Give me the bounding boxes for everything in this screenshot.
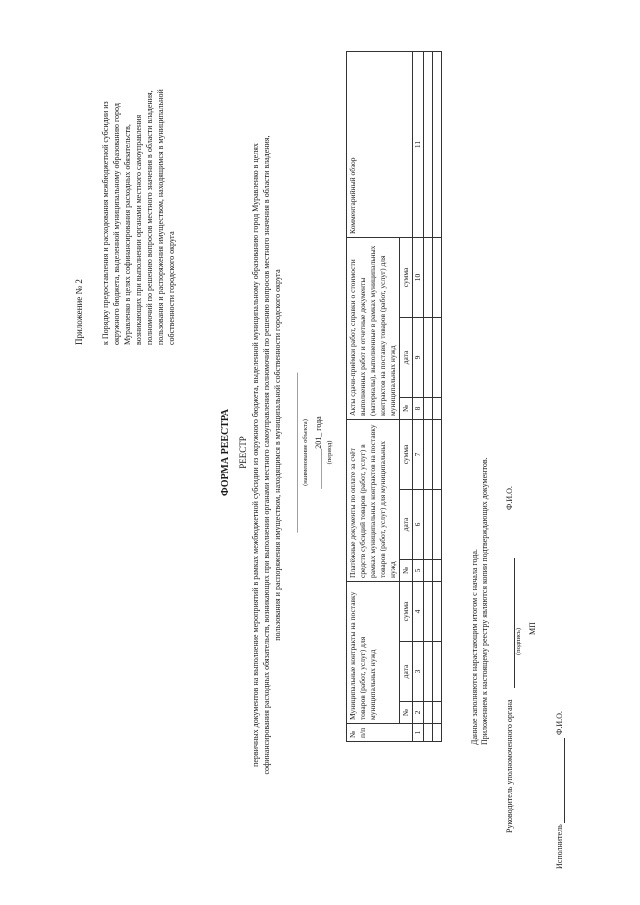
stamp-place-label: МП bbox=[528, 622, 537, 635]
table-cell bbox=[424, 581, 433, 641]
table-cell bbox=[424, 51, 433, 237]
period-line: __________201_ года bbox=[314, 416, 323, 489]
table-cell bbox=[424, 559, 433, 581]
table-cell bbox=[424, 724, 433, 742]
note-accumulation: Данные заполняются нарастающим итогом с начала года. bbox=[470, 549, 479, 745]
column-number: 8 bbox=[413, 397, 424, 419]
appendix-text: к Порядку предоставления и расходования межбюджетной субсидии из окружного бюджета, выделенной муниципальному образованию город Муравленко в целях софинансирования расходных обязательств, возникающих при выполнении органами местного самоуправления полномочий по решению вопросов местного значения в области владения, пользования и распоряжения имуществом, находящимся в муниципальной собственности городского округа bbox=[101, 89, 176, 345]
table-cell bbox=[433, 397, 442, 419]
subheader-sum: сумма bbox=[400, 581, 413, 641]
table-cell bbox=[433, 317, 442, 397]
table-cell bbox=[424, 397, 433, 419]
object-name-caption: (наименование объекта) bbox=[302, 419, 309, 486]
note-attachments: Приложением к настоящему реестру являются копии подтверждающих документов. bbox=[480, 457, 489, 745]
table-row bbox=[433, 51, 442, 741]
object-name-line: ________________________________________ bbox=[290, 372, 299, 533]
head-fio-label: Ф.И.О. bbox=[505, 486, 514, 510]
subheader-date: дата bbox=[400, 642, 413, 702]
table-cell bbox=[433, 51, 442, 237]
subheader-sum: сумма bbox=[400, 237, 413, 317]
column-number: 10 bbox=[413, 237, 424, 317]
column-number: 1 bbox=[413, 724, 424, 742]
table-cell bbox=[424, 237, 433, 317]
subheader-date: дата bbox=[400, 317, 413, 397]
column-number: 4 bbox=[413, 581, 424, 641]
subheader-no: № bbox=[400, 397, 413, 419]
table-cell bbox=[424, 419, 433, 489]
table-cell bbox=[424, 489, 433, 559]
executor-signature-line bbox=[555, 738, 565, 823]
subheader-sum: сумма bbox=[400, 419, 413, 489]
executor-label: Исполнитель bbox=[555, 824, 564, 869]
executor-fio-label: Ф.И.О. bbox=[555, 711, 564, 735]
column-number: 9 bbox=[413, 317, 424, 397]
head-signature-label: Руководитель уполномоченного органа bbox=[505, 699, 514, 833]
column-number: 6 bbox=[413, 489, 424, 559]
table-cell bbox=[433, 724, 442, 742]
column-number: 2 bbox=[413, 702, 424, 724]
column-number: 7 bbox=[413, 419, 424, 489]
subheader-no: № bbox=[400, 559, 413, 581]
table-row bbox=[424, 51, 433, 741]
register-title: РЕЕСТР bbox=[238, 436, 248, 469]
subheader-no: № bbox=[400, 702, 413, 724]
header-row-number: № п/п bbox=[347, 724, 413, 742]
column-number: 5 bbox=[413, 559, 424, 581]
table-cell bbox=[433, 419, 442, 489]
header-payments: Платёжные документы по оплате за счёт средств субсидий товаров (работ, услуг) в рамках муниципальных контрактов на поставку товаров (работ, услуг) для муниципальных нужд bbox=[347, 419, 400, 581]
column-numbers-row bbox=[413, 51, 424, 741]
period-caption: (период) bbox=[326, 440, 333, 465]
table-cell bbox=[424, 702, 433, 724]
column-number: 11 bbox=[413, 51, 424, 237]
appendix-title: Приложение № 2 bbox=[74, 279, 84, 345]
table-cell bbox=[433, 237, 442, 317]
header-acts: Акты сдачи-приёмки работ, справки о стоимости выполненных работ и отчетные документы (материалы), выполненные в рамках муниципальных контрактов на поставку товаров (работ, услуг) для муниципальных нужд bbox=[347, 237, 400, 419]
table-cell bbox=[424, 642, 433, 702]
table-header-row bbox=[347, 51, 400, 741]
table-cell bbox=[433, 559, 442, 581]
register-table bbox=[346, 51, 442, 742]
table-cell bbox=[433, 489, 442, 559]
table-cell bbox=[433, 581, 442, 641]
table-cell bbox=[424, 317, 433, 397]
table-cell bbox=[433, 642, 442, 702]
form-title: ФОРМА РЕЕСТРА bbox=[220, 409, 231, 496]
head-signature-line bbox=[505, 558, 515, 688]
table-cell bbox=[433, 702, 442, 724]
register-description: первичных документов на выполнение мероприятий в рамках межбюджетной субсидии из окружного бюджета, выделенной муниципальному образованию город Муравленко в целях софинансирования расходных обязательств, возникающих при выполнении органами местного самоуправления полномочий по решению вопросов местного значения в области владения, пользования и распоряжения имуществом, находящимся в муниципальной собственности городского округа bbox=[251, 135, 282, 775]
header-comment: Комментарийный обзор bbox=[347, 51, 413, 237]
column-number: 3 bbox=[413, 642, 424, 702]
subheader-date: дата bbox=[400, 489, 413, 559]
header-contracts: Муниципальные контракты на поставку товаров (работ, услуг) для муниципальных нужд bbox=[347, 581, 400, 723]
signature-caption: (подпись) bbox=[515, 628, 522, 655]
